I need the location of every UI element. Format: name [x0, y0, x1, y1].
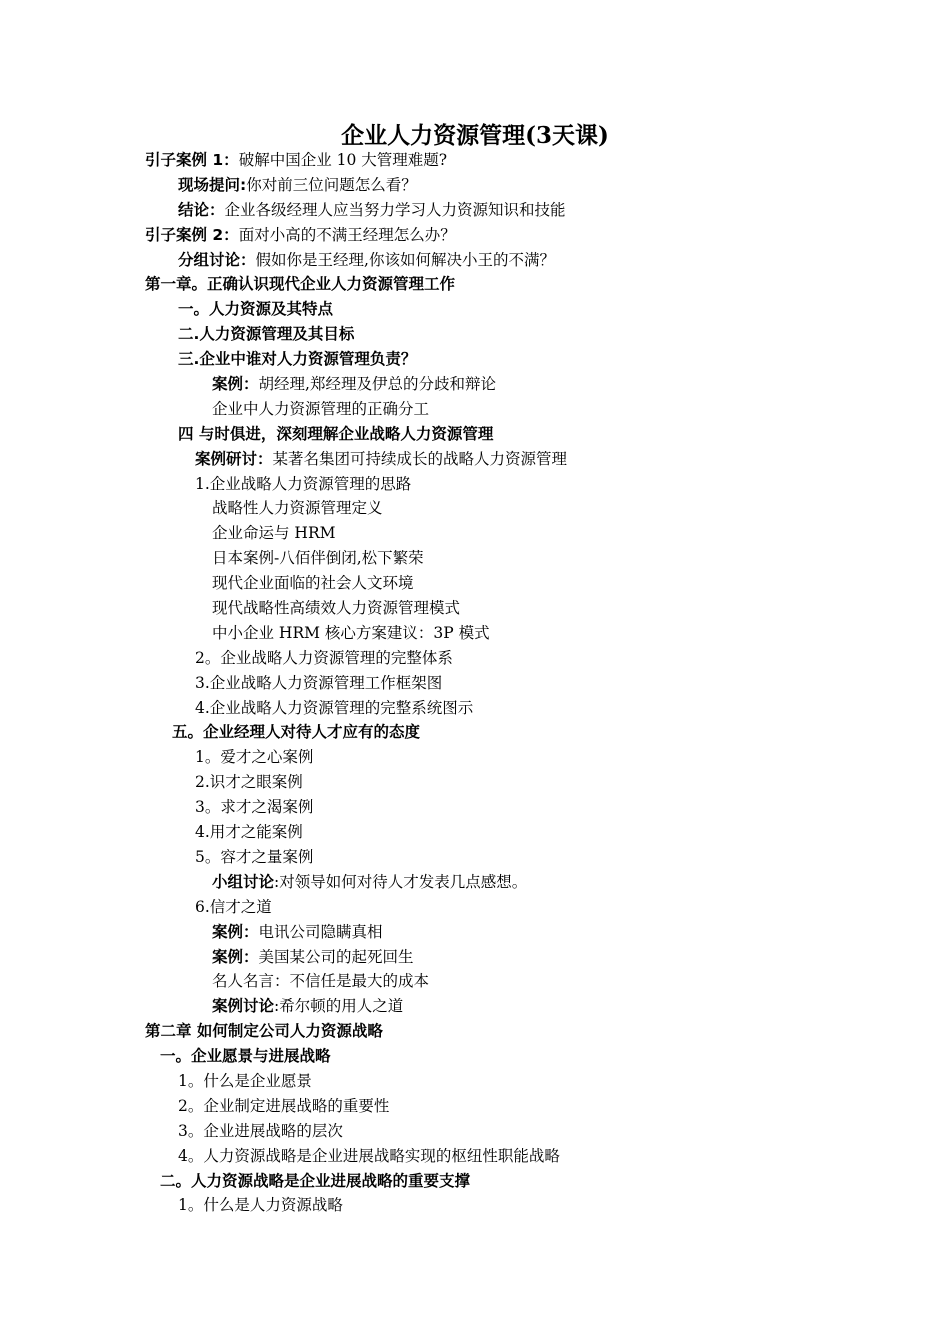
outline-item-text: 2.识才之眼案例	[195, 773, 303, 792]
outline-item	[0, 646, 950, 671]
outline-item	[0, 1193, 950, 1218]
outline-item-text: 某著名集团可持续成长的战略人力资源管理	[272, 449, 568, 468]
outline-item	[0, 994, 950, 1019]
outline-item-text: 1。什么是企业愿景	[178, 1071, 312, 1090]
outline-item-text: 1。爱才之心案例	[195, 748, 314, 767]
outline-item	[0, 1119, 950, 1144]
outline-item	[0, 969, 950, 994]
outline-item-text: 二。人力资源战略是企业进展战略的重要支撑	[160, 1171, 471, 1190]
outline-item	[0, 496, 950, 521]
outline-item	[0, 372, 950, 397]
outline-item	[0, 920, 950, 945]
outline-item	[0, 795, 950, 820]
outline-heading	[0, 272, 950, 297]
outline-item	[0, 447, 950, 472]
outline-heading	[0, 720, 950, 745]
outline-item-text: 第一章。正确认识现代企业人力资源管理工作	[145, 275, 456, 294]
outline-item-text: 胡经理,郑经理及伊总的分歧和辩论	[258, 375, 496, 394]
outline-item	[0, 173, 950, 198]
outline-item	[0, 596, 950, 621]
outline-heading	[0, 1044, 950, 1069]
outline-item	[0, 770, 950, 795]
outline-item-text: 假如你是王经理,你该如何解决小王的不满？	[255, 250, 555, 269]
outline-item	[0, 1144, 950, 1169]
outline-item	[0, 546, 950, 571]
outline-item-text: 面对小高的不满王经理怎么办？	[238, 225, 456, 244]
outline-item	[0, 895, 950, 920]
outline-heading	[0, 347, 950, 372]
outline-item	[0, 1094, 950, 1119]
outline-item-text: 战略性人力资源管理定义	[212, 499, 383, 518]
outline-item	[0, 248, 950, 273]
outline-item	[0, 472, 950, 497]
outline-item-text: 4。人力资源战略是企业进展战略实现的枢纽性职能战略	[178, 1146, 560, 1165]
outline-item-text: 中小企业 HRM 核心方案建议：3P 模式	[212, 623, 490, 642]
outline-item-text: 企业中人力资源管理的正确分工	[212, 399, 430, 418]
outline-item-text: :对领导如何对待人才发表几点感想。	[274, 872, 528, 891]
outline-item-text: 名人名言：不信任是最大的成本	[212, 972, 430, 991]
outline-item-text: 3.企业战略人力资源管理工作框架图	[195, 673, 443, 692]
outline-heading	[0, 322, 950, 347]
outline-item-label: 结论：	[178, 200, 225, 219]
outline-item-text: 二.人力资源管理及其目标	[178, 325, 355, 344]
outline-item-text: 1。什么是人力资源战略	[178, 1196, 343, 1215]
outline-item	[0, 198, 950, 223]
outline-item	[0, 223, 950, 248]
outline-item	[0, 397, 950, 422]
outline-item-text: :希尔顿的用人之道	[274, 997, 404, 1016]
outline-item-text: 你对前三位问题怎么看？	[246, 175, 417, 194]
outline-item-label: 案例：	[212, 947, 259, 966]
outline-item-text: 3。企业进展战略的层次	[178, 1121, 343, 1140]
outline-item	[0, 745, 950, 770]
outline-item	[0, 845, 950, 870]
outline-item-text: 5。容才之量案例	[195, 847, 314, 866]
outline-item-text: 日本案例-八佰伴倒闭,松下繁荣	[212, 549, 424, 568]
outline-item-text: 破解中国企业 10 大管理难题?	[238, 151, 448, 169]
outline-item	[0, 621, 950, 646]
outline-item-text: 三.企业中谁对人力资源管理负责？	[178, 350, 417, 369]
outline-item	[0, 945, 950, 970]
outline-item-text: 五。企业经理人对待人才应有的态度	[172, 723, 421, 742]
outline-item	[0, 671, 950, 696]
outline-heading	[0, 297, 950, 322]
outline-item-text: 电讯公司隐瞒真相	[258, 922, 383, 941]
outline-heading	[0, 1019, 950, 1044]
outline-item-text: 现代企业面临的社会人文环境	[212, 574, 414, 593]
outline-item-text: 3。求才之渴案例	[195, 798, 314, 817]
outline-item-label: 分组讨论：	[178, 250, 256, 269]
outline-item-text: 2。企业战略人力资源管理的完整体系	[195, 648, 453, 667]
outline-heading	[0, 422, 950, 447]
outline-item-label: 案例：	[212, 922, 259, 941]
outline-item-text: 现代战略性高绩效人力资源管理模式	[212, 599, 461, 618]
outline-item-label: 案例：	[212, 375, 259, 394]
outline-item-label: 引子案例 1：	[145, 151, 239, 169]
outline-item-text: 企业各级经理人应当努力学习人力资源知识和技能	[224, 200, 566, 219]
outline-item-text: 1.企业战略人力资源管理的思路	[195, 474, 412, 493]
outline-item-text: 美国某公司的起死回生	[258, 947, 414, 966]
outline-item-label: 案例讨论	[212, 997, 275, 1016]
outline-item	[0, 1069, 950, 1094]
outline-item	[0, 820, 950, 845]
outline-item-text: 一。人力资源及其特点	[178, 300, 334, 319]
outline-item-label: 案例研讨：	[195, 449, 273, 468]
document-body	[0, 148, 950, 1218]
outline-item	[0, 696, 950, 721]
outline-item	[0, 148, 950, 173]
outline-item-label: 引子案例 2：	[145, 225, 239, 244]
outline-item-text: 第二章 如何制定公司人力资源战略	[145, 1022, 383, 1041]
outline-item-text: 企业命运与 HRM	[212, 524, 336, 543]
outline-item-text: 一。企业愿景与进展战略	[160, 1047, 331, 1066]
outline-heading	[0, 1169, 950, 1194]
outline-item-text: 6.信才之道	[195, 897, 272, 916]
outline-item-text: 四 与时俱进，深刻理解企业战略人力资源管理	[178, 424, 494, 443]
outline-item	[0, 571, 950, 596]
outline-item-text: 4.用才之能案例	[195, 823, 303, 842]
outline-item-label: 小组讨论	[212, 872, 275, 891]
outline-item-text: 2。企业制定进展战略的重要性	[178, 1096, 390, 1115]
document-title: 企业人力资源管理(3天课)	[341, 122, 609, 149]
outline-item-label: 现场提问:	[178, 175, 247, 194]
outline-item-text: 4.企业战略人力资源管理的完整系统图示	[195, 698, 474, 717]
outline-item	[0, 521, 950, 546]
outline-item	[0, 870, 950, 895]
